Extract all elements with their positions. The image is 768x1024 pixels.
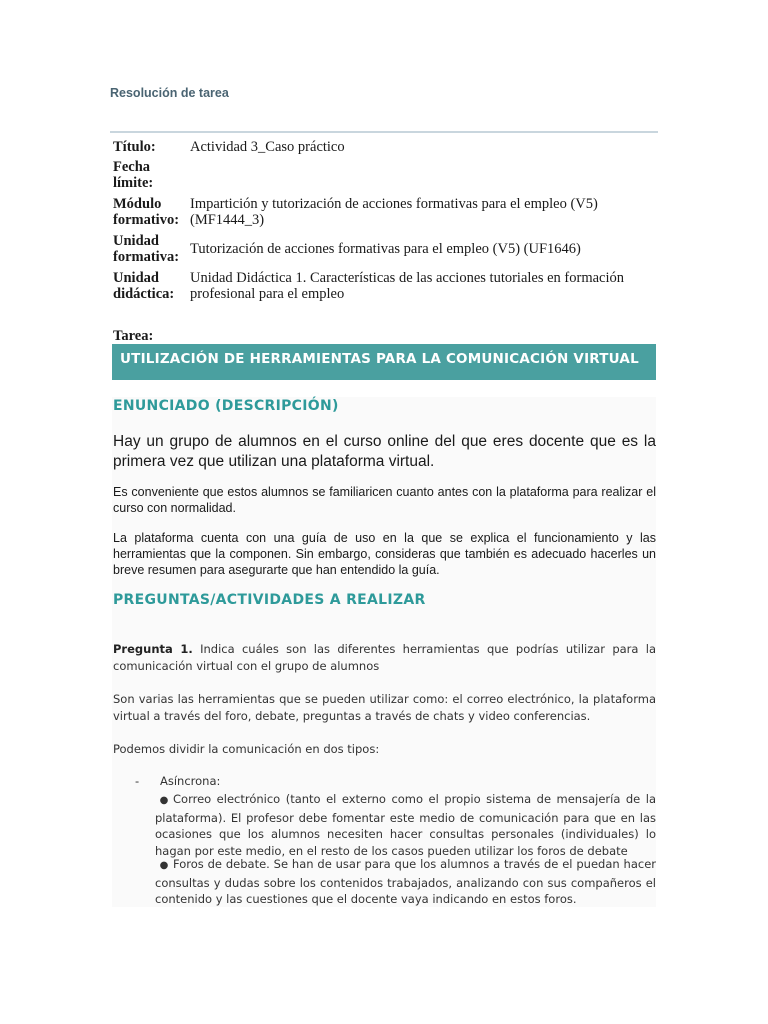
bullet-item — [155, 856, 656, 908]
meta-label: Módulo formativo: — [113, 196, 180, 228]
page-header-title: Resolución de tarea — [110, 86, 229, 100]
meta-label: Unidad formativa: — [113, 233, 180, 265]
meta-value — [190, 159, 663, 192]
meta-row-fecha — [113, 159, 663, 192]
meta-row-modulo — [113, 196, 663, 229]
meta-value: Impartición y tutorización de acciones formativas para el empleo (V5) (MF1444_3) — [190, 196, 598, 228]
bullet-text: Correo electrónico (tanto el externo como el propio sistema de mensajería de la plataforma). El profesor debe fomentar este medio de comunicación para que en las ocasiones que los alumnos necesiten hacer consultas personales (individuales) lo hagan por este medio, en el resto de los casos pueden utilizar los foros de debate — [155, 792, 656, 858]
answer-paragraph-2: Podemos dividir la comunicación en dos tipos: — [113, 742, 380, 756]
header-divider — [110, 131, 658, 133]
tarea-label: Tarea: — [113, 328, 154, 344]
enunciado-paragraph-3: La plataforma cuenta con una guía de uso en la que se explica el funcionamiento y las herramientas que la componen. Sin embargo, consideras que también es adecuado hacerles un breve resumen para asegurarte que han entendido la guía. — [113, 531, 656, 577]
meta-value: Tutorización de acciones formativas para el empleo (V5) (UF1646) — [190, 241, 581, 257]
task-metadata-table — [113, 139, 663, 308]
meta-label: Fecha límite: — [113, 159, 154, 191]
meta-value: Unidad Didáctica 1. Características de las acciones tutoriales en formación profesional para el empleo — [190, 270, 625, 302]
enunciado-title: ENUNCIADO (DESCRIPCIÓN) — [113, 398, 339, 414]
enunciado-paragraph-2: Es conveniente que estos alumnos se familiaricen cuanto antes con la plataforma para realizar el curso con normalidad. — [113, 485, 656, 515]
meta-row-unidad-formativa — [113, 233, 663, 266]
bullet-text: Foros de debate. Se han de usar para que los alumnos a través de el puedan hacer consultas y dudas sobre los contenidos trabajados, analizando con sus compañeros el contenido y las cuestiones que el docente vaya indicando en estos foros. — [155, 857, 656, 906]
meta-label: Título: — [113, 139, 156, 155]
answer-paragraph-1: Son varias las herramientas que se pueden utilizar como: el correo electrónico, la plataforma virtual a través del foro, debate, preguntas a través de chats y video conferencias. — [113, 692, 656, 723]
list-dash-marker: - — [135, 774, 140, 788]
question-1-text: Indica cuáles son las diferentes herramientas que podrías utilizar para la comunicación virtual con el grupo de alumnos — [113, 642, 656, 673]
question-1-label: Pregunta 1. — [113, 642, 193, 656]
meta-row-titulo — [113, 139, 663, 155]
meta-row-unidad-didactica — [113, 270, 663, 303]
bullet-icon: ● — [159, 860, 169, 871]
task-banner — [112, 344, 656, 380]
enunciado-paragraph-1: Hay un grupo de alumnos en el curso online del que eres docente que es la primera vez que utilizan una plataforma virtual. — [113, 433, 656, 470]
bullet-icon: ● — [159, 795, 169, 806]
question-1 — [113, 641, 656, 675]
meta-value: Actividad 3_Caso práctico — [190, 139, 345, 155]
list-title-asincrona: Asíncrona: — [160, 774, 221, 788]
preguntas-title: PREGUNTAS/ACTIVIDADES A REALIZAR — [113, 592, 426, 608]
meta-label: Unidad didáctica: — [113, 270, 175, 302]
task-banner-text: UTILIZACIÓN DE HERRAMIENTAS PARA LA COMUNICACIÓN VIRTUAL — [120, 351, 639, 367]
bullet-item — [155, 791, 656, 859]
